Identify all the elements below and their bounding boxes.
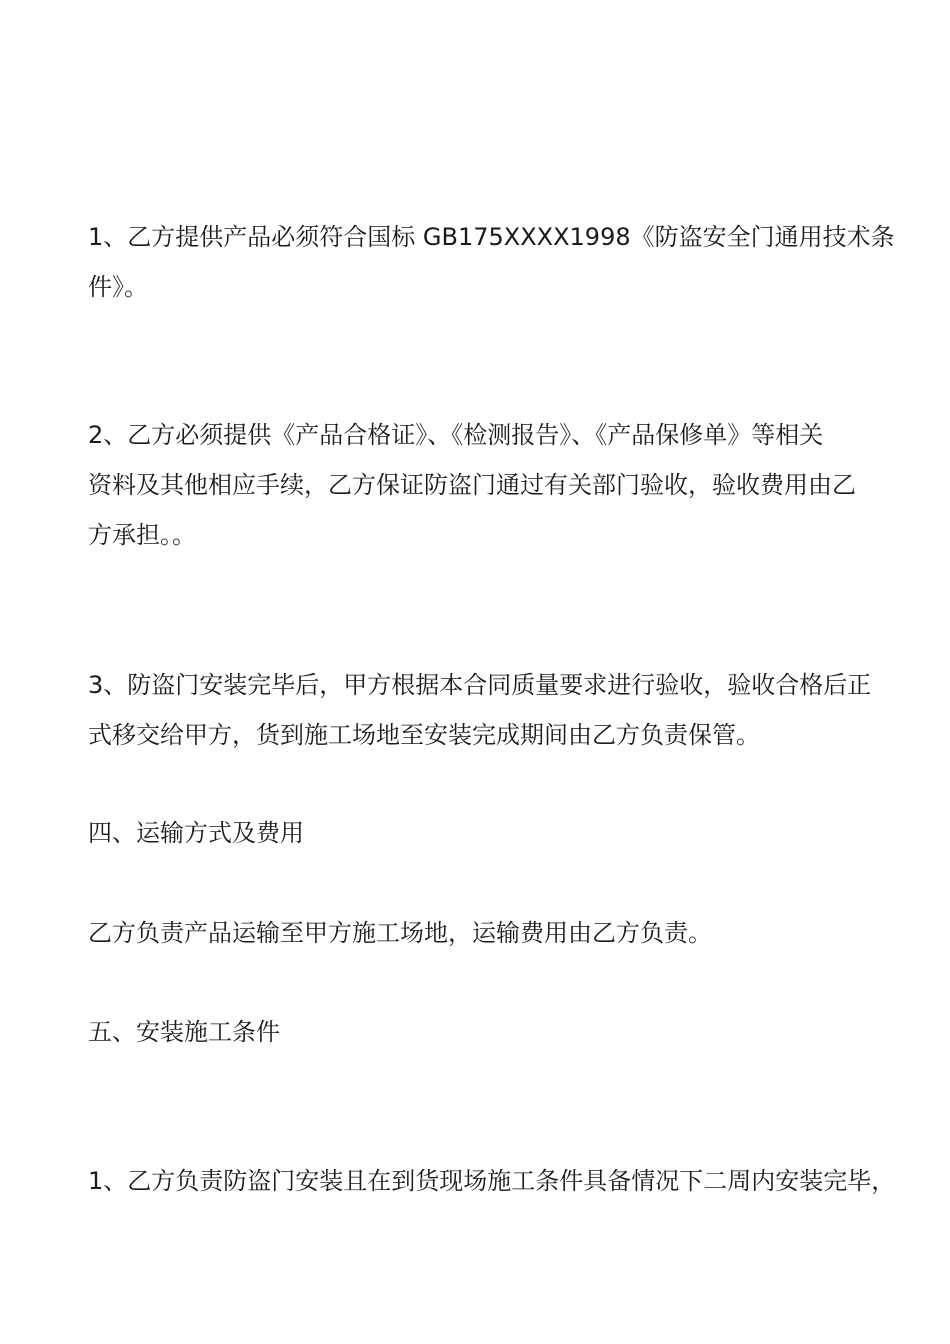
text-line: 件》。 — [88, 273, 148, 301]
text-line: 3、防盗门安装完毕后，甲方根据本合同质量要求进行验收，验收合格后正 — [88, 671, 872, 699]
text-line: 乙方负责产品运输至甲方施工场地，运输费用由乙方负责。 — [88, 919, 712, 947]
heading-installation — [88, 1007, 878, 1057]
clause-transport — [88, 908, 878, 958]
text-line: 式移交给甲方，货到施工场地至安装完成期间由乙方负责保管。 — [88, 721, 760, 749]
clause-quality-3 — [88, 660, 878, 760]
section-heading: 四、运输方式及费用 — [88, 819, 304, 847]
text-line: 1、乙方提供产品必须符合国标 GB175XXXX1998《防盗安全门通用技术条 — [88, 223, 895, 251]
heading-transport — [88, 808, 878, 858]
text-line: 2、乙方必须提供《产品合格证》、《检测报告》、《产品保修单》等相关 — [88, 421, 824, 449]
text-line: 资料及其他相应手续，乙方保证防盗门通过有关部门验收，验收费用由乙 — [88, 471, 856, 499]
clause-quality-2 — [88, 410, 878, 560]
clause-quality-1 — [88, 212, 895, 312]
text-line: 方承担。。 — [88, 521, 196, 549]
clause-installation-1 — [88, 1156, 896, 1206]
section-heading: 五、安装施工条件 — [88, 1018, 280, 1046]
text-line: 1、乙方负责防盗门安装且在到货现场施工条件具备情况下二周内安装完毕， — [88, 1167, 896, 1195]
